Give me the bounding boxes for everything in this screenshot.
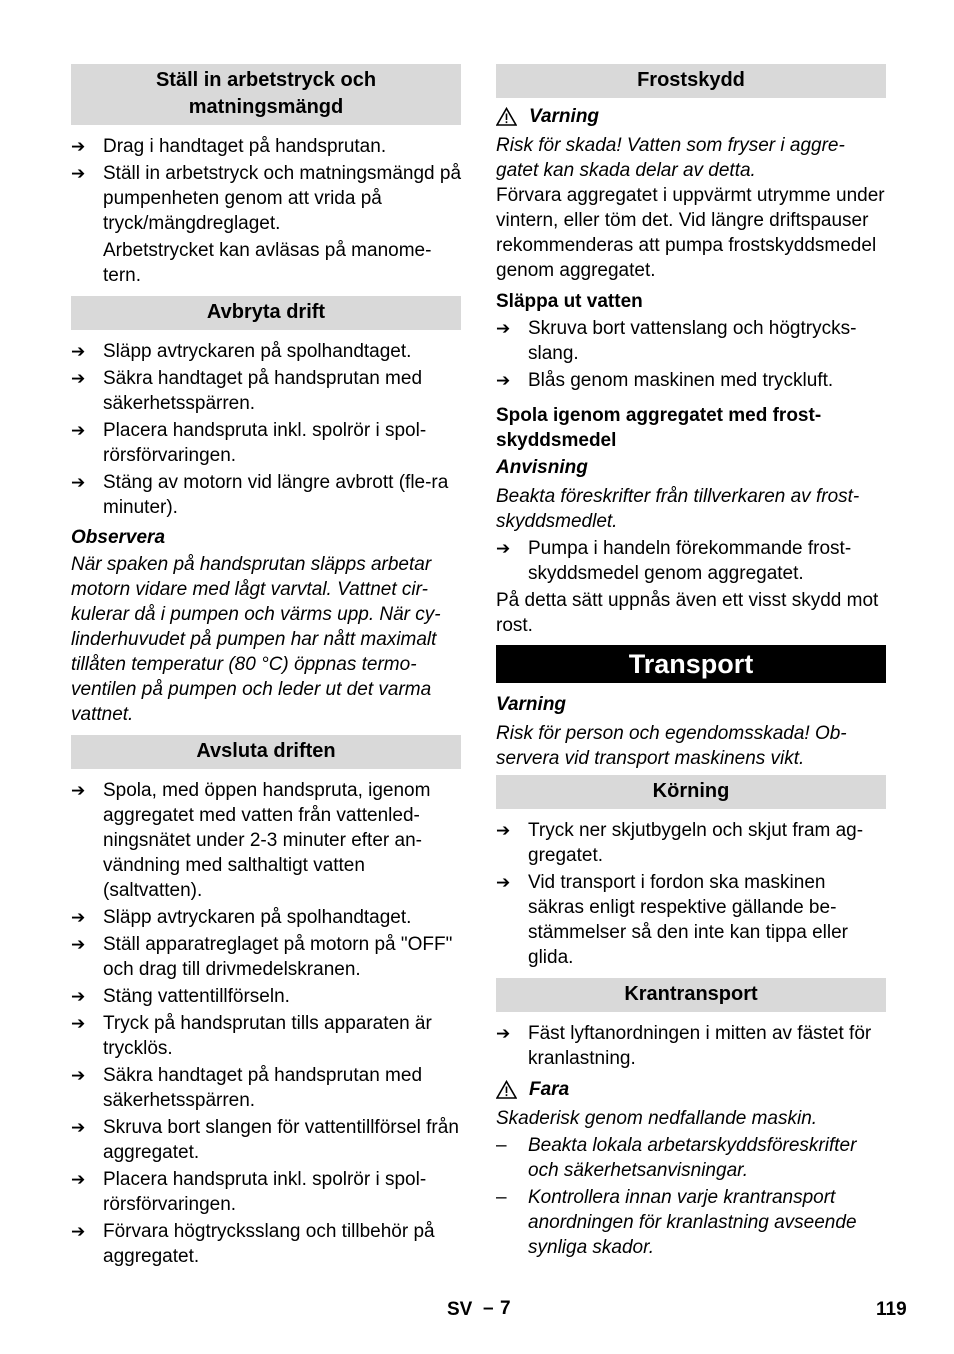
list-item: ➔ Pumpa i handeln förekommande frost-skyddsmedel genom aggregatet. xyxy=(496,538,852,584)
list-item: ➔ Säkra handtaget på handsprutan med säkerhetsspärren. xyxy=(71,368,423,414)
arrow-icon: ➔ xyxy=(496,873,511,892)
arrow-icon: ➔ xyxy=(71,1170,86,1189)
section-heading-driving: Körning xyxy=(496,775,886,809)
subheading-flush-antifreeze: Spola igenom aggregatet med frost-skyddsmedel xyxy=(496,405,822,451)
list-item: ➔ Tryck på handsprutan tills apparaten är trycklös. xyxy=(71,1013,432,1059)
arrow-icon: ➔ xyxy=(496,821,511,840)
arrow-icon: ➔ xyxy=(71,369,86,388)
dash-bullet: – xyxy=(496,1135,507,1156)
list-item: ➔ Fäst lyftanordningen i mitten av fästet för kranlastning. xyxy=(496,1023,872,1069)
arrow-icon: ➔ xyxy=(71,1222,86,1241)
danger-label: Fara xyxy=(496,1077,886,1102)
list-item: ➔ Skruva bort vattenslang och högtrycks-slang. xyxy=(496,318,857,364)
warning-text: Risk för skada! Vatten som fryser i aggre-gatet kan skada delar av detta. xyxy=(496,135,845,181)
danger-text: Skaderisk genom nedfallande maskin. xyxy=(496,1108,818,1129)
section-heading-frost: Frostskydd xyxy=(496,64,886,98)
list-item: ➔ Säkra handtaget på handsprutan med säkerhetsspärren. xyxy=(71,1065,423,1111)
arrow-icon: ➔ xyxy=(71,1118,86,1137)
warning-text: Risk för person och egendomsskada! Ob-servera vid transport maskinens vikt. xyxy=(496,723,847,769)
arrow-icon: ➔ xyxy=(496,1024,511,1043)
list-item: ➔ Skruva bort slangen för vattentillförsel från aggregatet. xyxy=(71,1117,459,1163)
list-item: ➔ Stäng av motorn vid längre avbrott (fle-ra minuter). xyxy=(71,472,449,518)
footer-language: SV xyxy=(447,1299,473,1320)
list-item: ➔ Ställ apparatreglaget på motorn på "OFF" och drag till drivmedelskranen. xyxy=(71,934,453,980)
footer-page-number: 119 xyxy=(876,1299,907,1320)
list-item: ➔ Placera handspruta inkl. spolrör i spol-rörsförvaringen. xyxy=(71,1169,427,1215)
left-column xyxy=(71,64,461,1269)
arrow-icon: ➔ xyxy=(71,908,86,927)
arrow-icon: ➔ xyxy=(71,421,86,440)
closing-text: På detta sätt uppnås även ett visst skydd mot rost. xyxy=(496,590,879,636)
list-item: ➔ Blås genom maskinen med tryckluft. xyxy=(496,370,834,391)
arrow-icon: ➔ xyxy=(71,473,86,492)
list-item: – Beakta lokala arbetarskyddsföreskrifter och säkerhetsanvisningar. xyxy=(496,1135,857,1181)
arrow-icon: ➔ xyxy=(71,781,86,800)
list-item: ➔ Spola, med öppen handspruta, igenom aggregatet med vatten från vattenled-ningsnätet under 2-3 minuter efter an-vändning med salthaltigt vatten (saltvatten). xyxy=(71,780,431,901)
subheading-drain-water: Släppa ut vatten xyxy=(496,291,643,312)
arrow-icon: ➔ xyxy=(496,539,511,558)
arrow-icon: ➔ xyxy=(71,164,86,183)
body-text: Förvara aggregatet i uppvärmt utrymme under vintern, eller töm det. Vid längre driftspauser rekommenderas att pumpa frostskyddsmedel genom aggregatet. xyxy=(496,185,885,281)
footer-dash: – xyxy=(483,1298,494,1319)
warning-label: Varning xyxy=(496,694,567,715)
section-heading-crane-transport: Krantransport xyxy=(496,978,886,1012)
arrow-icon: ➔ xyxy=(71,1066,86,1085)
note-text: Arbetstrycket kan avläsas på manome-tern. xyxy=(103,240,432,286)
footer-section-page: 7 xyxy=(500,1298,511,1319)
list-item: ➔ Stäng vattentillförseln. xyxy=(71,986,290,1007)
arrow-icon: ➔ xyxy=(71,137,86,156)
list-item: ➔ Vid transport i fordon ska maskinen säkras enligt respektive gällande be-stämmelser så den inte kan tippa eller glida. xyxy=(496,872,848,968)
warning-triangle-icon xyxy=(496,107,517,126)
list-item: ➔ Tryck ner skjutbygeln och skjut fram ag-gregatet. xyxy=(496,820,864,866)
list-item: ➔ Släpp avtryckaren på spolhandtaget. xyxy=(71,907,412,928)
list-item: – Kontrollera innan varje krantransport anordningen för kranlastning avseende synliga skador. xyxy=(496,1187,857,1258)
observe-label: Observera xyxy=(71,527,166,548)
arrow-icon: ➔ xyxy=(71,342,86,361)
arrow-icon: ➔ xyxy=(71,987,86,1006)
instruction-label: Anvisning xyxy=(496,457,588,478)
section-heading-set-pressure: Ställ in arbetstryck och matningsmängd xyxy=(71,64,461,125)
warning-label: Varning xyxy=(496,104,886,129)
section-heading-end-operation: Avsluta driften xyxy=(71,735,461,769)
arrow-icon: ➔ xyxy=(496,371,511,390)
right-column xyxy=(496,64,886,1260)
list-item: ➔ Släpp avtryckaren på spolhandtaget. xyxy=(71,341,412,362)
instruction-text: Beakta föreskrifter från tillverkaren av frost-skyddsmedlet. xyxy=(496,486,860,532)
arrow-icon: ➔ xyxy=(71,935,86,954)
list-item: ➔ Placera handspruta inkl. spolrör i spol-rörsförvaringen. xyxy=(71,420,427,466)
section-heading-stop-operation: Avbryta drift xyxy=(71,296,461,330)
list-item: ➔ Drag i handtaget på handsprutan. xyxy=(71,136,387,157)
arrow-icon: ➔ xyxy=(71,1014,86,1033)
list-item: ➔ Förvara högtrycksslang och tillbehör på aggregatet. xyxy=(71,1221,435,1267)
chapter-heading-transport: Transport xyxy=(496,645,886,683)
warning-triangle-icon xyxy=(496,1080,517,1099)
observe-text: När spaken på handsprutan släpps arbetar motorn vidare med lågt varvtal. Vattnet cir-kulerar då i pumpen och värms upp. När cy-linderhuvudet på pumpen har nått maximalt tillåten temperatur (80 °C) öppnas termo-ventilen på pumpen och leder ut det varma vattnet. xyxy=(71,554,441,725)
list-item: ➔ Ställ in arbetstryck och matningsmängd på pumpenheten genom att vrida på tryck/mängdreglaget. xyxy=(71,163,462,234)
dash-bullet: – xyxy=(496,1187,507,1208)
arrow-icon: ➔ xyxy=(496,319,511,338)
